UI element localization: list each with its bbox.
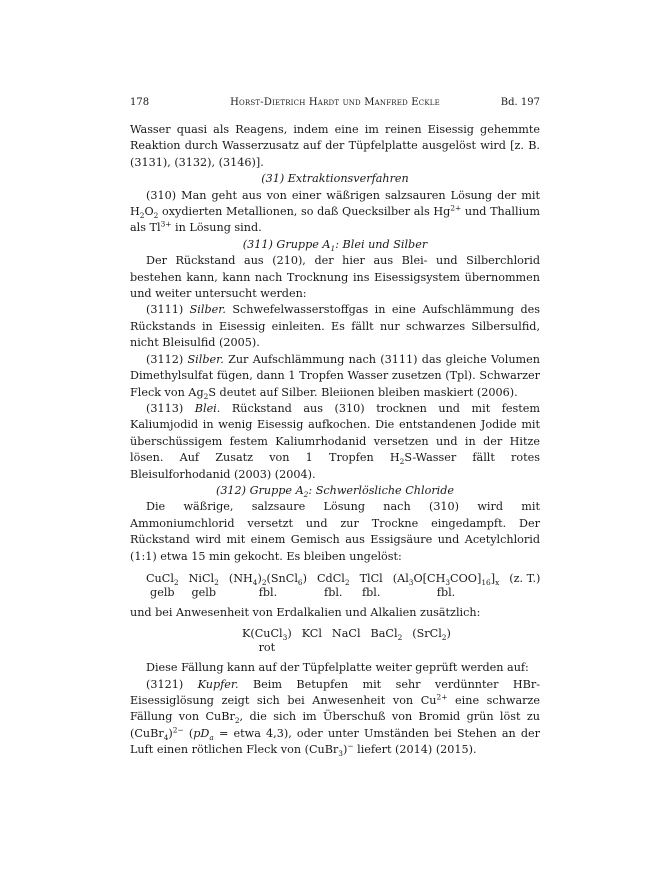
formula-cucl2: CuCl$_2$ gelb (146, 571, 179, 600)
formula-note-zt: (z. T.) (509, 571, 541, 585)
paragraph-continuation: Wasser quasi als Reagens, indem eine im reinen Eisessig gehemmte Reaktion durch Wasserzusatz auf der Tüpfelplatte ausgelöst wird [z. B. (3131), (3132), (3146)]. (130, 123, 540, 169)
formula-nacl: NaCl (331, 626, 361, 640)
formula-tlcl: TlCl fbl. (359, 571, 383, 600)
paragraph-3112: (3112) Silber. Zur Aufschlämmung nach (3111) das gleiche Volumen Dimethylsulfat fügen, dann 1 Tropfen Wasser zusetzen (Tpl). Schwarzer Fleck von $Ag_2S$ deutet auf Silber. Bleiionen bleiben maskiert (2006). (130, 352, 540, 401)
formula-al-acetate: $(Al_3O[CH_3COO]_{16}]_x$ fbl. (392, 571, 500, 600)
running-head-authors: Horst-Dietrich Hardt und Manfred Eckle (230, 97, 440, 108)
section-heading-312: (312) Gruppe $A_2$: Schwerlösliche Chloride (215, 483, 455, 500)
formula-cdcl2: CdCl$_2$ fbl. (316, 571, 350, 600)
body-text (130, 122, 540, 759)
page-number: 178 (130, 97, 150, 108)
formula-insoluble-chlorides (130, 571, 540, 599)
formula-nh4-sncl6: $(NH_4)_2(SnCl_6)$ fbl. (228, 571, 307, 600)
paragraph-311: Der Rückstand aus (210), der hier aus Blei- und Silberchlorid bestehen kann, kann nach Trocknung ins Eisessigsystem übernommen und weiter untersucht werden: (130, 254, 540, 301)
formula-kcucl3: K(CuCl$_3$) rot (242, 626, 292, 655)
paragraph-3113: (3113) Blei. Rückstand aus (310) trocknen und mit festem Kaliumjodid in wenig Eisessig aufkochen. Die entstandenen Jodide mit überschüssigem festem Kaliumrhodanid versetzen und in der Hitze lösen. Auf Zusatz von 1 Tropfen $H_2S$-Wasser fällt rotes Bleisulforhodanid (2003) (2004). (130, 401, 540, 481)
formula-nicl2: NiCl$_2$ gelb (188, 571, 219, 600)
formula-kcl: KCl (301, 626, 322, 640)
paragraph-3111: (3111) Silber. Schwefelwasserstoffgas in eine Aufschlämmung des Rückstands in Eisessig einleiten. Es fällt nur schwarzes Silbersulfid, nicht Bleisulfid (2005). (130, 303, 540, 350)
paragraph-erdalkalien: und bei Anwesenheit von Erdalkalien und Alkalien zusätzlich: (130, 606, 481, 620)
section-heading-31: (31) Extraktionsverfahren (261, 172, 409, 186)
paragraph-3121: (3121) Kupfer. Beim Betupfen mit sehr verdünnter HBr-Eisessiglösung zeigt sich bei Anwesenheit von $Cu^{2+}$ eine schwarze Fällung von CuBr$_2$, die sich im Überschuß von Bromid grün löst zu (CuBr$_4$)$^{2-}$ ($pD_a$ = etwa 4,3), oder unter Umständen bei Stehen an der Luft einen rötlichen Fleck von (CuBr$_3$)− liefert (2014) (2015). (130, 677, 540, 759)
formula-additional (130, 626, 540, 654)
formula-srcl2: (SrCl$_2$) (412, 626, 451, 643)
paragraph-310: (310) Man geht aus von einer wäßrigen salzsauren Lösung der mit $H_2O_2$ oxydierten Metallionen, so daß Quecksilber als $Hg^{2+}$ und Thallium als $Tl^{3+}$ in Lösung sind. (130, 188, 540, 235)
paragraph-faellung: Diese Fällung kann auf der Tüpfelplatte weiter geprüft werden auf: (146, 661, 529, 675)
paragraph-312: Die wäßrige, salzsaure Lösung nach (310) wird mit Ammoniumchlorid versetzt und zur Trockne eingedampft. Der Rückstand wird mit einem Gemisch aus Essigsäure und Acetylchlorid (1:1) etwa 15 min gekocht. Es bleiben ungelöst: (130, 500, 540, 563)
formula-bacl2: BaCl$_2$ (370, 626, 403, 643)
section-heading-311: (311) Gruppe $A_1$: Blei und Silber (242, 237, 428, 254)
volume-label: Bd. 197 (500, 97, 540, 108)
